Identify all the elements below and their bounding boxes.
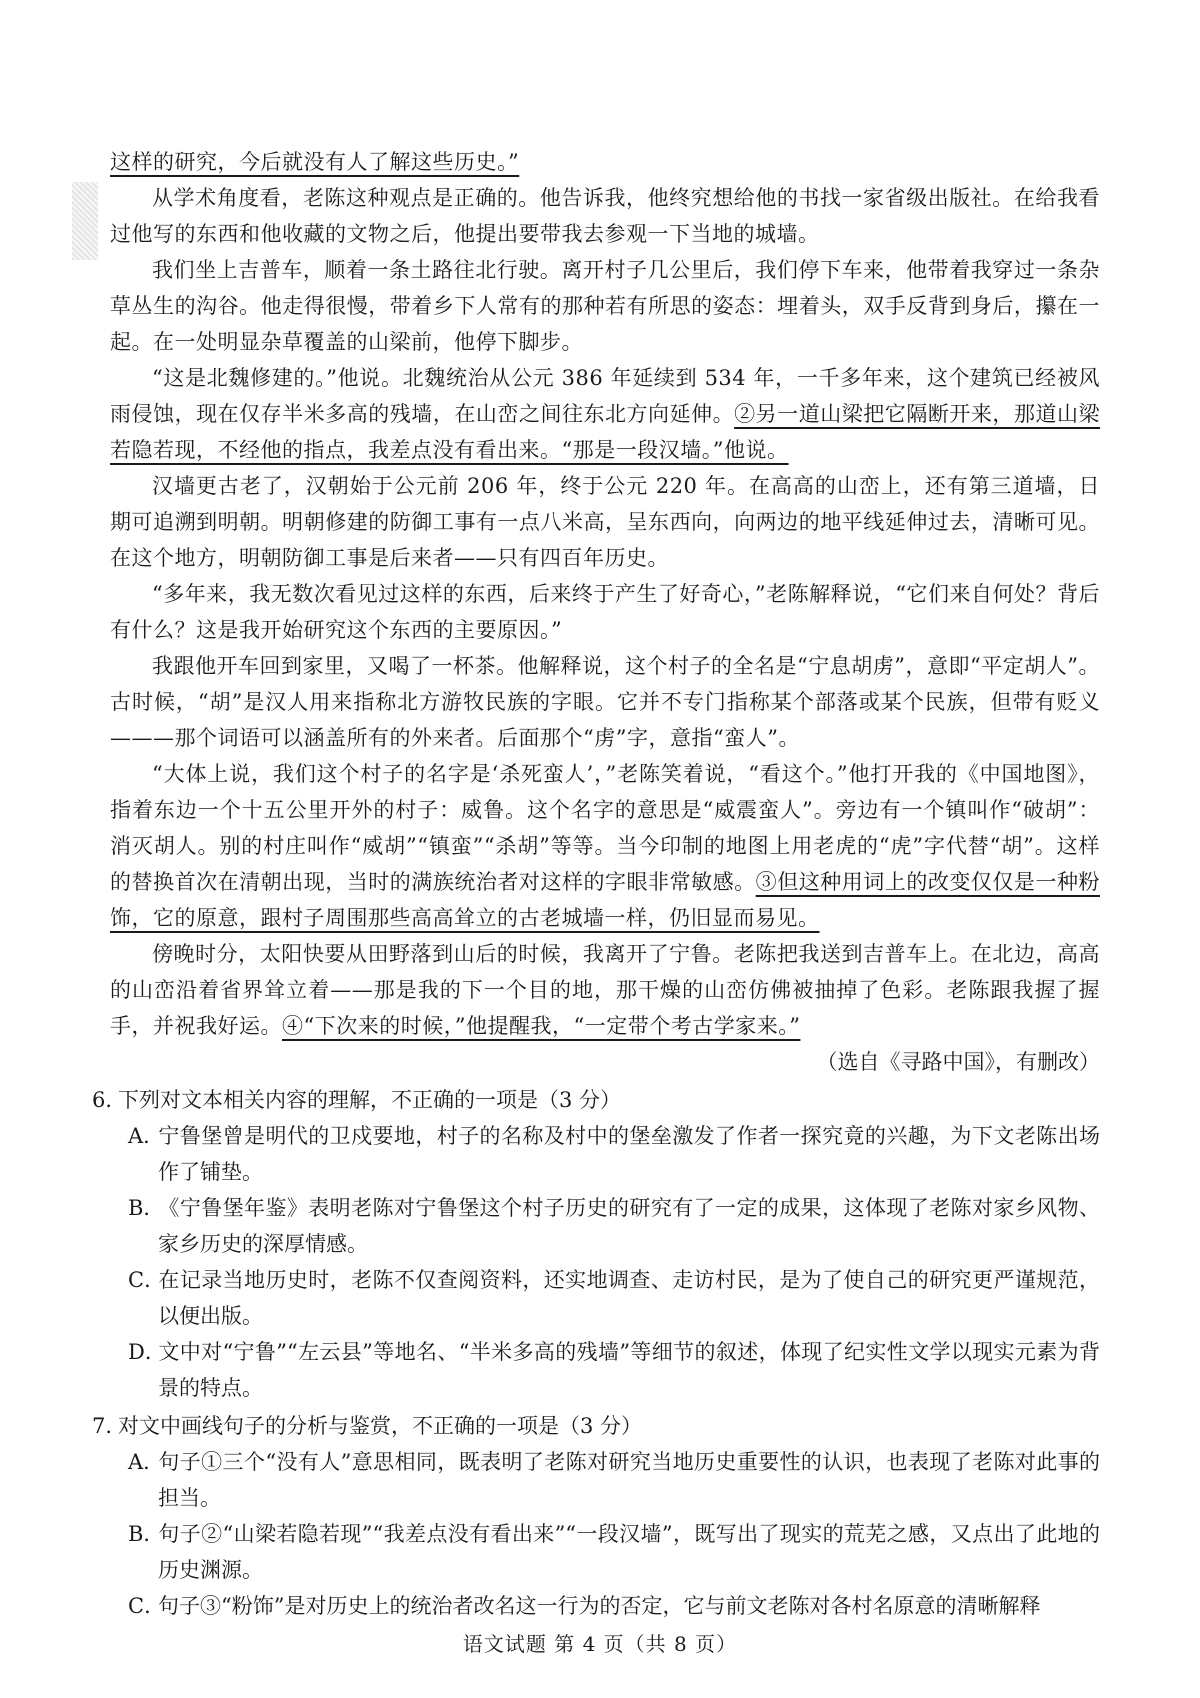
scan-smudge	[72, 182, 98, 260]
question-6-number: 6．	[92, 1088, 127, 1112]
option-text: 句子②“山梁若隐若现”“我差点没有看出来”“一段汉墙”，既写出了现实的荒芜之感，又点出了此地的历史渊源。	[158, 1522, 1100, 1582]
passage-paragraph-3: 我们坐上吉普车，顺着一条土路往北行驶。离开村子几公里后，我们停下车来，他带着我穿过一条杂草丛生的沟谷。他走得很慢，带着乡下人常有的那种若有所思的姿态：埋着头，双手反背到身后，攥在一起。在一处明显杂草覆盖的山梁前，他停下脚步。	[110, 258, 1100, 354]
option-text: 文中对“宁鲁”“左云县”等地名、“半米多高的残墙”等细节的叙述，体现了纪实性文学以现实元素为背景的特点。	[158, 1340, 1100, 1400]
underlined-sentence-4: ④“下次来的时候，”他提醒我，“一定带个考古学家来。”	[282, 1014, 801, 1038]
paragraph-8-text: “大体上说，我们这个村子的名字是‘杀死蛮人’，”老陈笑着说，“看这个。”他打开我的《中国地图》，指着东边一个十五公里开外的村子：威鲁。这个名字的意思是“威震蛮人”。旁边有一个镇叫作“破胡”：消灭胡人。别的村庄叫作“威胡”“镇蛮”“杀胡”等等。当今印制的地图上用老虎的“虎”字代替“胡”。这样的替换首次在清朝出现，当时的满族统治者对这样的字眼非常敏感。	[110, 762, 1100, 894]
question-7-number: 7．	[92, 1414, 127, 1438]
option-label: C．	[128, 1268, 166, 1292]
question-6-option-b	[110, 1190, 1100, 1262]
question-6	[92, 1082, 1100, 1406]
question-6-option-c	[110, 1262, 1100, 1334]
question-7-option-b	[110, 1516, 1100, 1588]
passage-paragraph-4	[110, 360, 1100, 468]
passage-paragraph-6: “多年来，我无数次看见过这样的东西，后来终于产生了好奇心，”老陈解释说，“它们来自何处？背后有什么？这是我开始研究这个东西的主要原因。”	[110, 582, 1100, 642]
option-label: B．	[128, 1522, 165, 1546]
question-7-stem	[92, 1408, 1100, 1444]
option-text: 在记录当地历史时，老陈不仅查阅资料，还实地调查、走访村民，是为了使自己的研究更严谨规范，以便出版。	[158, 1268, 1100, 1328]
paragraph-9-text: 傍晚时分，太阳快要从田野落到山后的时候，我离开了宁鲁。老陈把我送到吉普车上。在北边，高高的山峦沿着省界耸立着——那是我的下一个目的地，那干燥的山峦仿佛被抽掉了色彩。老陈跟我握了握手，并祝我好运。	[110, 942, 1100, 1038]
underlined-sentence-3: ③但这种用词上的改变仅仅是一种粉饰，它的原意，跟村子周围那些高高耸立的古老城墙一样，仍旧显而易见。	[110, 870, 1101, 930]
page-content	[92, 144, 1101, 1624]
option-label: D．	[128, 1340, 166, 1364]
passage-paragraph-7: 我跟他开车回到家里，又喝了一杯茶。他解释说，这个村子的全名是“宁息胡虏”，意即“平定胡人”。古时候，“胡”是汉人用来指称北方游牧民族的字眼。它并不专门指称某个部落或某个民族，但带有贬义———那个词语可以涵盖所有的外来者。后面那个“虏”字，意指“蛮人”。	[110, 654, 1100, 750]
option-label: C．	[128, 1594, 166, 1618]
option-text: 句子③“粉饰”是对历史上的统治者改名这一行为的否定，它与前文老陈对各村名原意的清晰解释	[158, 1594, 1041, 1618]
passage-paragraph-9	[110, 936, 1100, 1044]
question-7	[92, 1408, 1100, 1624]
option-text: 《宁鲁堡年鉴》表明老陈对宁鲁堡这个村子历史的研究有了一定的成果，这体现了老陈对家乡风物、家乡历史的深厚情感。	[158, 1196, 1100, 1256]
page-footer: 语文试题 第 4 页（共 8 页）	[462, 1632, 738, 1656]
option-label: A．	[128, 1450, 165, 1474]
underlined-sentence-1-end: 这样的研究，今后就没有人了解这些历史。”	[110, 150, 520, 174]
paragraph-4-text: “这是北魏修建的。”他说。北魏统治从公元 386 年延续到 534 年，一千多年来，这个建筑已经被风雨侵蚀，现在仅存半米多高的残墙，在山峦之间往东北方向延伸。	[110, 366, 1100, 426]
question-6-option-d	[110, 1334, 1100, 1406]
passage-paragraph-2: 从学术角度看，老陈这种观点是正确的。他告诉我，他终究想给他的书找一家省级出版社。在给我看过他写的东西和他收藏的文物之后，他提出要带我去参观一下当地的城墙。	[110, 186, 1100, 246]
question-7-option-a	[110, 1444, 1100, 1516]
passage-paragraph-5: 汉墙更古老了，汉朝始于公元前 206 年，终于公元 220 年。在高高的山峦上，还有第三道墙，日期可追溯到明朝。明朝修建的防御工事有一点八米高，呈东西向，向两边的地平线延伸过去，清晰可见。在这个地方，明朝防御工事是后来者——只有四百年历史。	[110, 474, 1100, 570]
underlined-sentence-2: ②另一道山梁把它隔断开来，那道山梁若隐若现，不经他的指点，我差点没有看出来。“那是一段汉墙。”他说。	[110, 402, 1101, 462]
passage-paragraph-8	[110, 756, 1100, 936]
passage-source: （选自《寻路中国》，有删改）	[816, 1050, 1100, 1074]
question-6-text: 下列对文本相关内容的理解，不正确的一项是（3 分）	[118, 1088, 622, 1112]
option-text: 句子①三个“没有人”意思相同，既表明了老陈对研究当地历史重要性的认识，也表现了老陈对此事的担当。	[158, 1450, 1100, 1510]
passage-paragraph-1	[110, 144, 1100, 180]
question-7-option-c	[110, 1588, 1100, 1624]
option-label: A．	[128, 1124, 165, 1148]
question-6-option-a	[110, 1118, 1100, 1190]
option-label: B．	[128, 1196, 165, 1220]
question-7-text: 对文中画线句子的分析与鉴赏，不正确的一项是（3 分）	[118, 1414, 643, 1438]
option-text: 宁鲁堡曾是明代的卫戍要地，村子的名称及村中的堡垒激发了作者一探究竟的兴趣，为下文老陈出场作了铺垫。	[158, 1124, 1100, 1184]
question-6-stem	[92, 1082, 1100, 1118]
